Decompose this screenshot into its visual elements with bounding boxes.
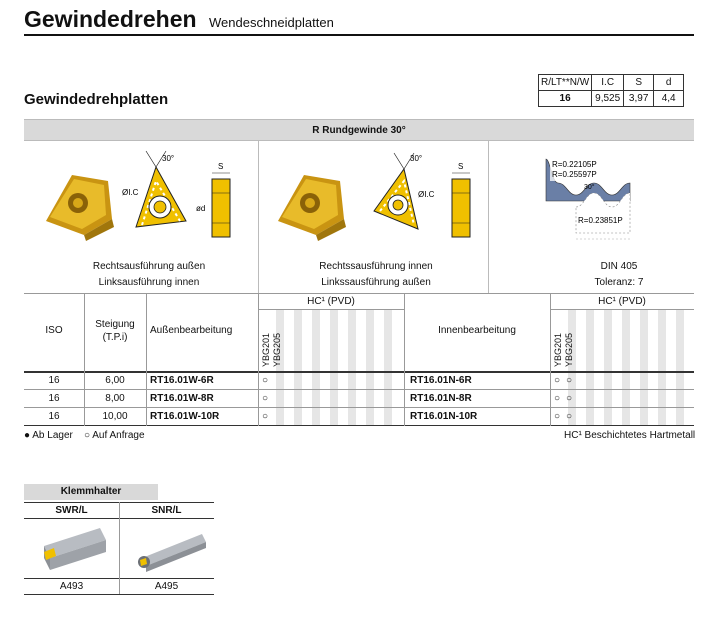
- radius-label-3: R=0.23851P: [578, 216, 623, 225]
- caption-right-line2: Toleranz: 7: [594, 277, 644, 288]
- table-rule: [550, 309, 694, 310]
- legend-hc-note: HC¹ Beschichtetes Hartmetall: [564, 430, 696, 441]
- grade-stripe: [294, 309, 302, 426]
- image-row: [24, 141, 694, 293]
- ic-label: ØI.C: [418, 190, 435, 199]
- grade-stripe: [622, 309, 630, 426]
- row-inner-avail-2: ○: [566, 393, 573, 404]
- klemmhalter-box: [24, 484, 214, 596]
- insert-drawing-external: [124, 149, 249, 244]
- spec-header-ic: I.C: [592, 75, 624, 91]
- insert-table: [24, 293, 694, 427]
- grade-stripe: [384, 309, 392, 426]
- table-rule: [24, 425, 694, 426]
- row-outer-avail-1: ○: [262, 411, 269, 422]
- thread-type-band: R Rundgewinde 30°: [24, 119, 694, 141]
- grade-stripe: [348, 309, 356, 426]
- table-rule: [550, 293, 551, 426]
- grade-ybg205-right: YBG205: [564, 333, 574, 368]
- table-rule: [258, 293, 259, 426]
- table-rule: [24, 389, 694, 390]
- caption-right: [544, 259, 694, 291]
- row-outer-code: RT16.01W-10R: [150, 411, 220, 422]
- col-inner-header: Innenbearbeitung: [438, 325, 516, 336]
- row-outer-code: RT16.01W-6R: [150, 375, 214, 386]
- divider: [258, 141, 259, 293]
- table-rule: [146, 293, 147, 426]
- grade-stripe: [568, 309, 576, 426]
- caption-middle-line1: Rechtssausführung innen: [319, 261, 433, 272]
- grade-stripe: [330, 309, 338, 426]
- row-pitch: 10,00: [102, 411, 128, 422]
- spec-header-type: R/LT**N/W: [539, 75, 592, 91]
- table-rule: [404, 293, 405, 426]
- table-rule: [24, 371, 694, 373]
- spec-header-d: d: [654, 75, 684, 91]
- col-pitch-sub: (T.P.i): [102, 332, 128, 343]
- holder-swr-label: SWR/L: [55, 505, 88, 516]
- spec-value-d: 4,4: [654, 91, 684, 107]
- insert-photo-internal: [270, 169, 350, 239]
- grade-stripe: [312, 309, 320, 426]
- row-inner-code: RT16.01N-8R: [410, 393, 472, 404]
- table-rule: [24, 293, 694, 294]
- legend-availability: [24, 430, 145, 441]
- caption-left-line2: Linksausführung innen: [98, 277, 200, 288]
- klemmhalter-title: Klemmhalter: [24, 484, 158, 500]
- row-outer-code: RT16.01W-8R: [150, 393, 214, 404]
- caption-left-line1: Rechtsausführung außen: [92, 261, 206, 272]
- grade-stripe: [366, 309, 374, 426]
- col-pitch-header: Steigung: [95, 319, 135, 330]
- legend-auf-anfrage: ○ Auf Anfrage: [83, 430, 145, 441]
- page-title: Gewindedrehen: [24, 6, 197, 32]
- grade-stripe: [586, 309, 594, 426]
- radius-label-1: R=0.22105P: [552, 160, 597, 169]
- table-rule: [24, 407, 694, 408]
- s-label: S: [458, 162, 464, 171]
- s-label: S: [218, 162, 224, 171]
- table-rule: [84, 293, 85, 426]
- holder-snr-label: SNR/L: [151, 505, 182, 516]
- row-outer-avail-1: ○: [262, 375, 269, 386]
- legend-ab-lager: ● Ab Lager: [24, 430, 73, 441]
- grade-ybg205-left: YBG205: [272, 333, 282, 368]
- divider: [488, 141, 489, 293]
- grade-stripe: [276, 309, 284, 426]
- row-pitch: 8,00: [105, 393, 125, 404]
- ic-label: ØI.C: [122, 188, 139, 197]
- thread-profile-drawing: [538, 153, 638, 243]
- holder-swr-page: A493: [59, 581, 84, 592]
- holder-snr-image: [130, 524, 210, 574]
- insert-photo-external: [38, 169, 118, 239]
- holder-swr-image: [36, 524, 108, 574]
- grade-stripe: [640, 309, 648, 426]
- row-inner-avail-1: ○: [554, 393, 561, 404]
- row-inner-avail-1: ○: [554, 375, 561, 386]
- row-inner-avail-2: ○: [566, 411, 573, 422]
- spec-header-s: S: [624, 75, 654, 91]
- row-iso: 16: [48, 411, 60, 422]
- grade-ybg201-left: YBG201: [261, 333, 271, 368]
- row-outer-avail-1: ○: [262, 393, 269, 404]
- angle-label: 30°: [410, 154, 423, 163]
- row-pitch: 6,00: [105, 375, 125, 386]
- row-inner-avail-1: ○: [554, 411, 561, 422]
- insert-drawing-internal: [354, 149, 479, 244]
- caption-middle: [276, 259, 476, 291]
- table-rule: [24, 594, 214, 595]
- col-outer-header: Außenbearbeitung: [150, 325, 233, 336]
- row-iso: 16: [48, 393, 60, 404]
- row-inner-avail-2: ○: [566, 375, 573, 386]
- grade-ybg201-right: YBG201: [553, 333, 563, 368]
- col-iso-header: ISO: [45, 325, 63, 336]
- spec-value-type: 16: [539, 91, 592, 107]
- grade-stripe: [658, 309, 666, 426]
- spec-value-s: 3,97: [624, 91, 654, 107]
- angle-label: 30°: [162, 154, 175, 163]
- caption-middle-line2: Linkssausführung außen: [321, 277, 431, 288]
- row-iso: 16: [48, 375, 60, 386]
- page-subtitle: Wendeschneidplatten: [209, 15, 334, 30]
- profile-angle-label: 30°: [584, 184, 595, 191]
- page-header: [24, 6, 694, 36]
- hc-right-header: HC¹ (PVD): [598, 296, 646, 307]
- row-inner-code: RT16.01N-10R: [410, 411, 478, 422]
- hc-left-header: HC¹ (PVD): [307, 296, 355, 307]
- row-inner-code: RT16.01N-6R: [410, 375, 472, 386]
- holder-snr-page: A495: [154, 581, 179, 592]
- caption-left: [54, 259, 244, 291]
- radius-label-2: R=0.25597P: [552, 170, 597, 179]
- grade-stripe: [676, 309, 684, 426]
- spec-table: [538, 74, 684, 107]
- caption-right-line1: DIN 405: [600, 261, 638, 272]
- spec-value-ic: 9,525: [592, 91, 624, 107]
- grade-stripe: [604, 309, 612, 426]
- d-label: ød: [196, 204, 206, 213]
- section-title: Gewindedrehplatten: [24, 91, 169, 108]
- table-rule: [258, 309, 404, 310]
